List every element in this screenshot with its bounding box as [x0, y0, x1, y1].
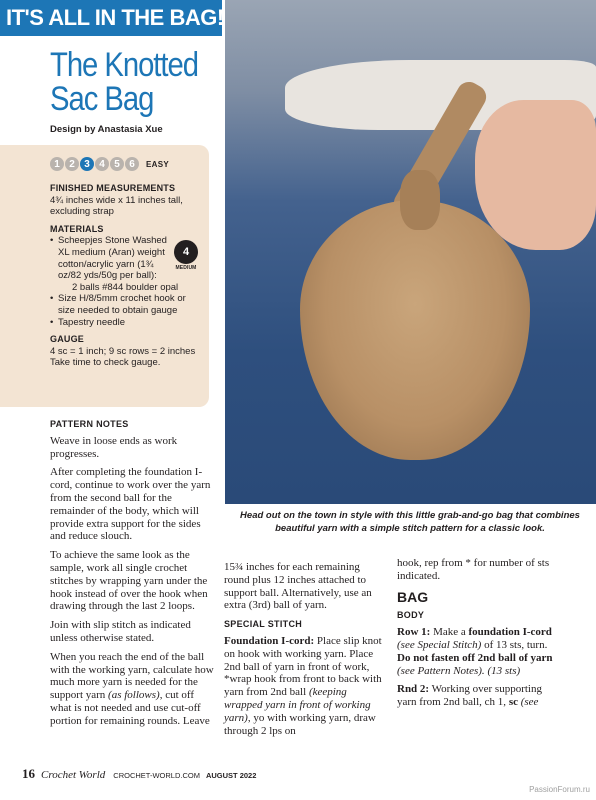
page-number: 16 [22, 766, 35, 781]
row-bold: sc [508, 696, 518, 709]
row-bold: foundation I-cord [468, 626, 552, 639]
gauge-text: 4 sc = 1 inch; 9 sc rows = 2 inches [50, 345, 196, 357]
note-paragraph [50, 651, 214, 728]
skill-level-label: EASY [146, 159, 169, 169]
gauge-note: Take time to check gauge. [50, 357, 161, 369]
pattern-notes-heading: PATTERN NOTES [50, 419, 129, 429]
column-1 [50, 418, 214, 734]
byline: Design by Anastasia Xue [50, 124, 163, 135]
info-content [50, 183, 202, 369]
skill-level-5: 5 [110, 157, 124, 171]
body-subheading: BODY [397, 610, 425, 621]
skill-level-1: 1 [50, 157, 64, 171]
row-bold: Do not fasten off 2nd ball of yarn [397, 651, 553, 664]
photo-bag [300, 200, 530, 460]
photo-bag-knot [400, 170, 440, 230]
row-label: Row 1: [397, 626, 431, 639]
note-paragraph: Join with slip stitch as indicated unless otherwise stated. [50, 619, 191, 644]
special-stitch-text [224, 635, 388, 737]
yarn-weight-label: MEDIUM [175, 265, 197, 271]
photo-hand [475, 100, 596, 250]
bag-section-heading: BAG [397, 588, 429, 605]
note-text: When you reach the end of the ball with the working yarn, calculate how much more yarn is needed for the support yarn [50, 650, 214, 702]
stitch-text: Place slip knot on hook with working yarn. Place 2nd ball of yarn in front of work, *wrap hook from front to back with yarn from 2nd ball [224, 634, 382, 699]
stitch-label: Foundation I-cord: [224, 634, 315, 647]
row-text: Working over supporting yarn from 2nd ball, ch 1, [397, 683, 542, 709]
stitch-text: , yo with working yarn, draw through 2 lps on [224, 711, 376, 737]
skill-level-6: 6 [125, 157, 139, 171]
row-italic: (see Pattern Notes). [397, 664, 485, 677]
skill-level-2: 2 [65, 157, 79, 171]
note-italic: (as follows) [108, 689, 160, 702]
magazine-name: Crochet World [41, 769, 106, 781]
issue-date: AUGUST 2022 [205, 771, 257, 780]
materials-sub-item: 2 balls #844 boulder opal [72, 281, 179, 293]
row-italic: (13 sts) [487, 664, 521, 677]
row-italic: (see [520, 696, 539, 709]
materials-item: • Scheepjes Stone Washed XL medium (Aran) weight cotton/acrylic yarn (1¾ oz/82 yds/50g per ball): [50, 235, 168, 281]
yarn-weight-number: 4 [174, 240, 198, 264]
skill-level [50, 157, 169, 171]
photo-caption: Head out on the town in style with this little grab-and-go bag that combines beautiful yarn with a simple stitch pattern for a classic look. [240, 510, 580, 534]
materials-item: • Size H/8/5mm crochet hook or size needed to obtain gauge [50, 293, 202, 316]
note-paragraph: To achieve the same look as the sample, work all single crochet stitches by wrapping yarn under the hook instead of over the hook when drawing through the last 2 loops. [50, 549, 208, 613]
row-label: Rnd 2: [397, 683, 430, 696]
note-paragraph: After completing the foundation I-cord, continue to work over the yarn from the second ball for the remainder of the body, which will provide extra support for the sides and reduce slouch. [50, 466, 211, 543]
round-2-instruction [397, 683, 557, 709]
watermark: PassionForum.ru [529, 785, 590, 794]
title-line-2: Sac Bag [50, 80, 154, 118]
measurements-text: 4¾ inches wide x 11 inches tall, excluding strap [50, 194, 183, 218]
measurements-heading: FINISHED MEASUREMENTS [50, 183, 176, 193]
note-paragraph: 15¾ inches for each remaining round plus 12 inches attached to support ball. Alternatively, use an extra (3rd) ball of yarn. [224, 561, 372, 612]
magazine-url: CROCHET-WORLD.COM [113, 771, 200, 780]
gauge-heading: GAUGE [50, 334, 85, 345]
title-line-1: The Knotted [50, 46, 198, 84]
column-3 [397, 557, 557, 715]
note-paragraph: Weave in loose ends as work progresses. [50, 434, 178, 460]
note-text: , cut off what is not needed and use cut-off portion for remaining rounds. Leave [50, 689, 210, 727]
skill-level-3: 3 [80, 157, 94, 171]
article-title [50, 48, 198, 116]
banner-text: IT'S ALL IN THE BAG! [6, 5, 224, 30]
row-text: of 13 sts, turn. [481, 638, 548, 651]
column-2 [224, 561, 388, 743]
stitch-continued: hook, rep from * for number of sts indicated. [397, 557, 550, 582]
row-1-instruction [397, 626, 557, 677]
skill-level-4: 4 [95, 157, 109, 171]
row-text: Make a [430, 626, 469, 639]
product-photo [225, 0, 596, 504]
special-stitch-heading: SPECIAL STITCH [224, 619, 303, 630]
section-banner [0, 0, 222, 36]
stitch-italic: (keeping wrapped yarn in front of working yarn) [224, 686, 371, 724]
page-footer [22, 766, 256, 782]
materials-item: • Tapestry needle [50, 317, 202, 329]
yarn-weight-icon [172, 240, 200, 270]
row-italic: (see Special Stitch) [397, 638, 482, 651]
materials-heading: MATERIALS [50, 223, 104, 234]
